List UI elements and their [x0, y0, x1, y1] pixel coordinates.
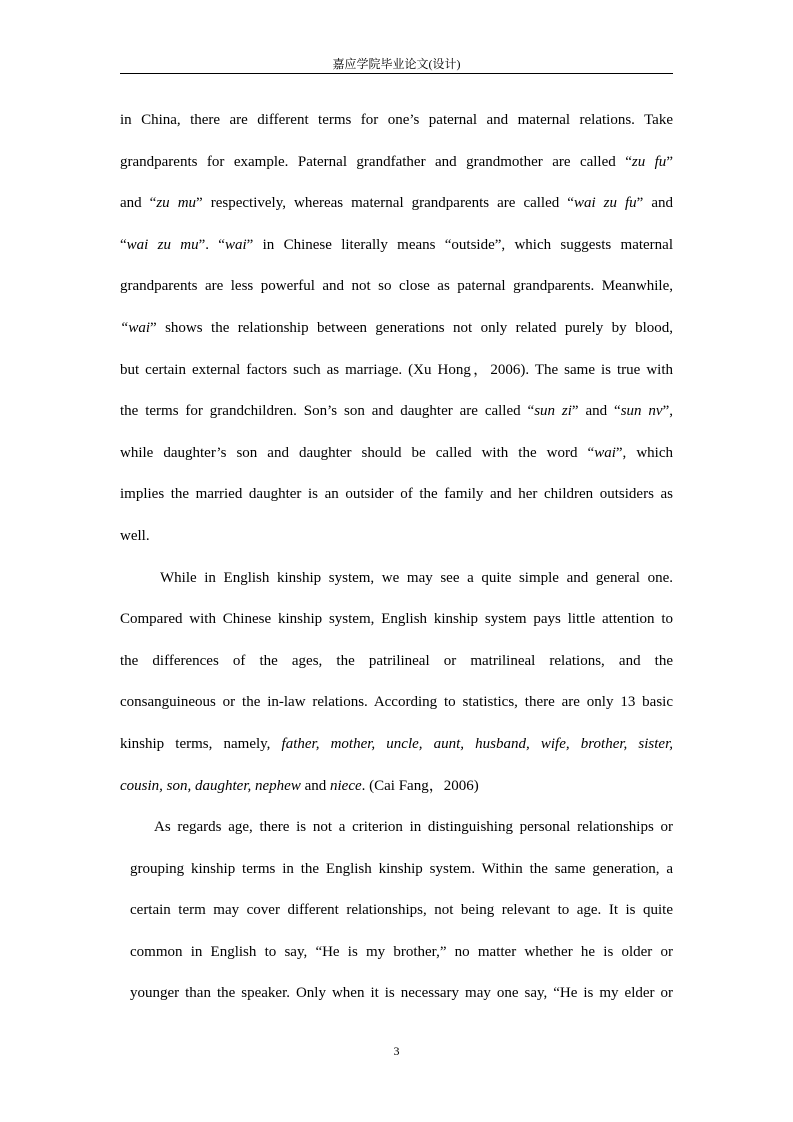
paragraph-1-line-2	[120, 142, 673, 184]
text-run: ” and	[636, 195, 673, 212]
italic-term: sun zi	[534, 403, 572, 420]
paragraph-1-line-6	[120, 308, 673, 350]
paragraph-2-line-1: While in English kinship system, we may see a quite simple and general one.	[160, 569, 673, 586]
italic-term: cousin, son, daughter, nephew	[120, 777, 301, 794]
text-run: ” in Chinese literally means “outside”, which suggests maternal	[246, 236, 674, 253]
text-run: and “	[120, 195, 157, 212]
header-rule	[120, 73, 673, 74]
paragraph-1-line-7: but certain external factors such as marriage. (Xu Hong，2006). The same is true with	[120, 361, 673, 378]
paragraph-2-line-2: Compared with Chinese kinship system, English kinship system pays little attention to	[120, 611, 673, 628]
text-run: ”. “	[198, 236, 225, 253]
text-run: “	[120, 236, 127, 253]
italic-term: sun nv	[620, 403, 663, 420]
paragraph-3-line-2: grouping kinship terms in the English kinship system. Within the same generation, a	[130, 860, 673, 877]
paragraph-3-line-3: certain term may cover different relationships, not being relevant to age. It is quite	[130, 902, 673, 919]
paragraph-3-line-4: common in English to say, “He is my brother,” no matter whether he is older or	[130, 943, 673, 960]
paragraph-3-line-5: younger than the speaker. Only when it is necessary may one say, “He is my elder or	[130, 985, 673, 1002]
page-header: 嘉应学院毕业论文(设计)	[332, 57, 461, 71]
page-number: 3	[393, 1044, 400, 1058]
italic-term: niece	[330, 777, 362, 794]
text-run: while daughter’s son and daughter should be called with the word “	[120, 444, 595, 461]
paragraph-1-line-11: well.	[120, 527, 150, 544]
text-run: ”	[666, 153, 673, 170]
italic-term: wai	[594, 444, 616, 461]
paragraph-2-line-5	[120, 724, 673, 766]
paragraph-1-line-1: in China, there are different terms for one’s paternal and maternal relations. Take	[120, 112, 673, 128]
paragraph-2-line-3: the differences of the ages, the patrilineal or matrilineal relations, and the	[120, 652, 673, 669]
italic-term: zu fu	[631, 153, 667, 170]
paragraph-1-line-9	[120, 433, 673, 475]
text-run: and	[300, 777, 330, 794]
text-run: kinship terms, namely,	[120, 735, 282, 752]
paragraph-3-line-1: As regards age, there is not a criterion in distinguishing personal relationships or	[154, 819, 673, 836]
italic-term: wai zu mu	[126, 236, 199, 253]
text-run: grandparents for example. Paternal grandfather and grandmother are called “	[120, 153, 632, 170]
paragraph-1-line-10: implies the married daughter is an outsider of the family and her children outsiders as	[120, 486, 673, 503]
text-run: ” and “	[571, 403, 621, 420]
paragraph-1-line-3	[120, 183, 673, 225]
paragraph-1-line-4	[120, 225, 673, 267]
italic-term: father, mother, uncle, aunt, husband, wife, brother, sister,	[281, 735, 673, 752]
text-run: . (Cai Fang，2006)	[361, 777, 479, 794]
text-run: ” respectively, whereas maternal grandparents are called “	[196, 195, 574, 212]
paragraph-2-line-4: consanguineous or the in-law relations. According to statistics, there are only 13 basic	[120, 694, 673, 711]
italic-term: “wai	[120, 319, 151, 336]
text-run: ” shows the relationship between generations not only related purely by blood,	[150, 319, 673, 336]
text-run: ”,	[662, 403, 673, 420]
text-run: ”, which	[615, 444, 673, 461]
text-run: the terms for grandchildren. Son’s son and daughter are called “	[120, 403, 535, 420]
paragraph-1-line-8	[120, 391, 673, 433]
italic-term: wai zu fu	[573, 195, 637, 212]
italic-term: zu mu	[156, 195, 197, 212]
body-text	[120, 100, 673, 1015]
paragraph-2-line-6	[120, 766, 673, 808]
paragraph-1-line-5: grandparents are less powerful and not so close as paternal grandparents. Meanwhile,	[120, 278, 673, 295]
italic-term: wai	[224, 236, 247, 253]
